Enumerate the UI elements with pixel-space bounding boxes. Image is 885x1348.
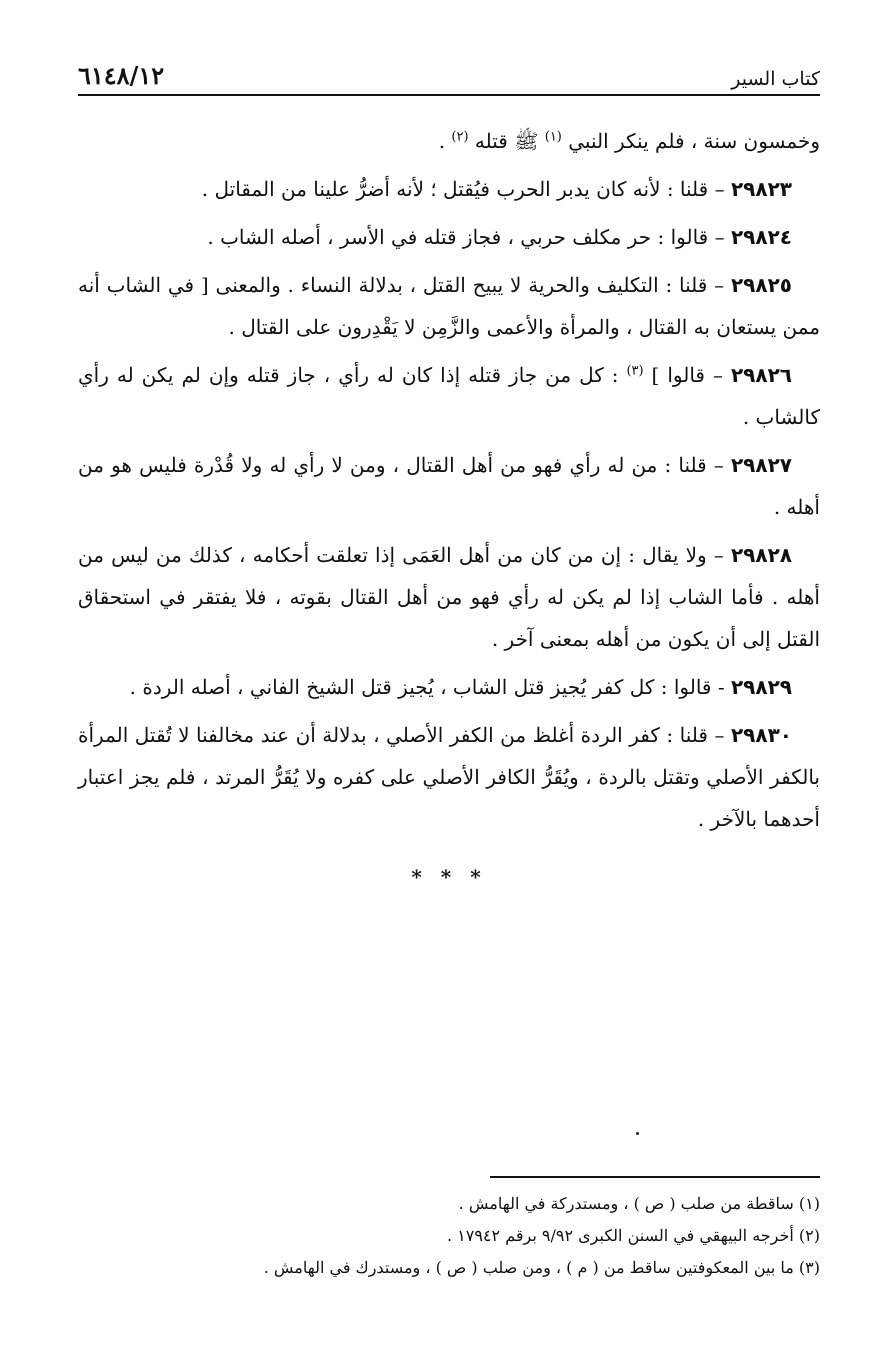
paragraph-number: ٢٩٨٣٠: [730, 723, 792, 747]
paragraph-number: ٢٩٨٢٤: [730, 225, 792, 249]
footnote-ref[interactable]: (٢): [451, 129, 469, 145]
paragraph-number: ٢٩٨٢٣: [730, 177, 792, 201]
paragraph: [78, 714, 820, 840]
paragraph: ٢٩٨٢٦ – قالوا ] $^{(٣)}$ : كل من جاز قتله إذا كان له رأي ، جاز قتله وإن لم يكن له رأي كالشاب .: [78, 363, 820, 429]
paragraph-number: ٢٩٨٢٨: [730, 543, 792, 567]
paragraph-number: ٢٩٨٢٩: [730, 675, 792, 699]
paragraph-number: ٢٩٨٢٧: [730, 453, 792, 477]
stray-dot: [636, 1132, 639, 1135]
footnote-ref[interactable]: (١): [544, 129, 562, 145]
paragraph-text: – ولا يقال : إن من كان من أهل العَمَى إذا تعلقت أحكامه ، كذلك من ليس من أهله . فأما الشاب إذا لم يكن له رأي فهو من أهل القتال بقوته ، فلا يفتقر في استحقاق القتل إلى أن يكون من أهله بمعنى آخر .: [78, 543, 820, 651]
paragraph-number: ٢٩٨٢٦: [730, 363, 792, 387]
paragraph: [78, 264, 820, 348]
running-title: كتاب السير: [731, 68, 820, 90]
footnote-ref[interactable]: (٣): [626, 363, 644, 379]
page-header: [78, 58, 820, 96]
paragraph-text: – قلنا : التكليف والحرية لا يبيح القتل ، بدلالة النساء . والمعنى [ في الشاب أنه ممن يستعان به القتال ، والمرأة والأعمى والزَّمِن لا يَقْدِرون على القتال .: [78, 273, 820, 339]
footnote: (٣) ما بين المعكوفتين ساقط من ( م ) ، ومن صلب ( ص ) ، ومستدرك في الهامش .: [263, 1258, 820, 1277]
section-separator: * * *: [411, 865, 487, 889]
footnote-divider: [490, 1176, 820, 1178]
paragraph-number: ٢٩٨٢٥: [730, 273, 792, 297]
paragraph: [78, 216, 820, 258]
book-page: [78, 58, 820, 1318]
footnotes: [78, 1188, 820, 1284]
paragraph-text: – قلنا : لأنه كان يدبر الحرب فيُقتل ؛ لأنه أضرُّ علينا من المقاتل .: [201, 177, 731, 201]
paragraph: [78, 666, 820, 708]
paragraph: [78, 534, 820, 660]
paragraph: [78, 444, 820, 528]
paragraph-text: – قلنا : كفر الردة أغلظ من الكفر الأصلي ، بدلالة أن عند مخالفنا لا تُقتل المرأة بالكفر الأصلي وتقتل بالردة ، ويُقَرُّ الكافر الأصلي على كفره ولا يُقَرُّ المرتد ، فلم يجز اعتبار أحدهما بالآخر .: [78, 723, 820, 831]
main-text: [78, 120, 820, 898]
paragraph-text: – قالوا : حر مكلف حربي ، فجاز قتله في الأسر ، أصله الشاب .: [207, 225, 731, 249]
paragraph-continuation: وخمسون سنة ، فلم ينكر النبي $^{(١)}$ ﷺ قتله $^{(٢)}$ .: [438, 129, 820, 153]
paragraph-text: – قلنا : من له رأي فهو من أهل القتال ، ومن لا رأي له ولا قُدْرة فليس هو من أهله .: [78, 453, 820, 519]
footnote: (١) ساقطة من صلب ( ص ) ، ومستدركة في الهامش .: [458, 1194, 820, 1213]
paragraph: [78, 168, 820, 210]
page-number: ٦١٤٨/١٢: [78, 61, 165, 90]
footnote: (٢) أخرجه البيهقي في السنن الكبرى ٩/٩٢ برقم ١٧٩٤٢ .: [447, 1226, 820, 1245]
paragraph-text: - قالوا : كل كفر يُجيز قتل الشاب ، يُجيز قتل الشيخ الفاني ، أصله الردة .: [129, 675, 731, 699]
